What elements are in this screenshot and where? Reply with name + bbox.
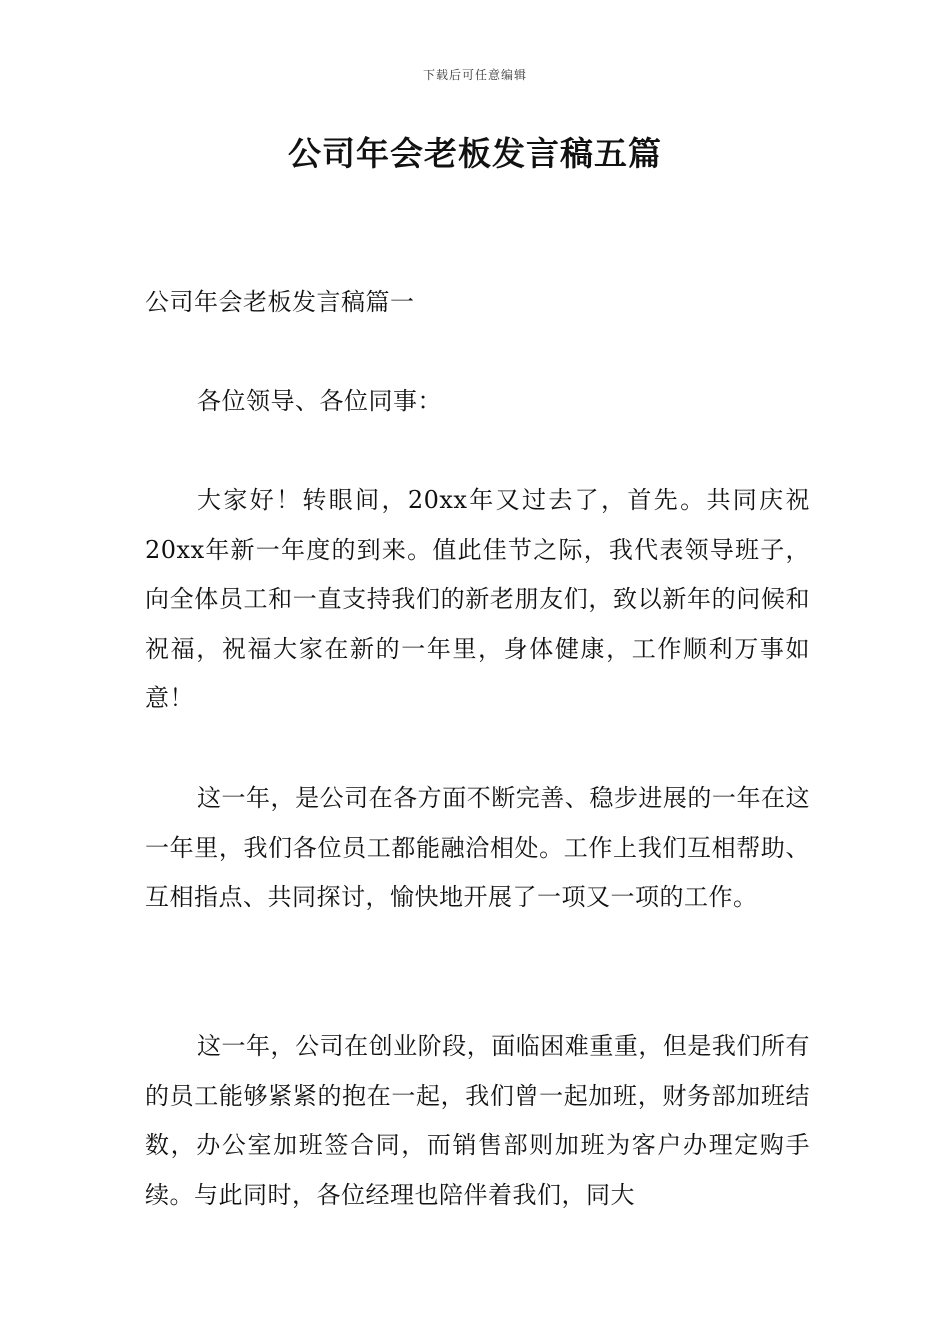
paragraph-1: 大家好！转眼间，20xx年又过去了，首先。共同庆祝20xx年新一年度的到来。值此佳节之际，我代表领导班子，向全体员工和一直支持我们的新老朋友们，致以新年的问候和祝福，祝福大家在新的一年里，身体健康，工作顺利万事如意！ [145, 486, 810, 712]
header-note: 下载后可任意编辑 [422, 68, 527, 82]
document-title: 公司年会老板发言稿五篇 [288, 134, 662, 173]
paragraph-3: 这一年，公司在创业阶段，面临困难重重，但是我们所有的员工能够紧紧的抱在一起，我们曾一起加班，财务部加班结数，办公室加班签合同，而销售部则加班为客户办理定购手续。与此同时，各位经理也陪伴着我们，同大 [145, 1032, 810, 1209]
greeting-line: 各位领导、各位同事： [197, 387, 442, 415]
paragraph-2: 这一年，是公司在各方面不断完善、稳步进展的一年在这一年里，我们各位员工都能融洽相处。工作上我们互相帮助、互相指点、共同探讨，愉快地开展了一项又一项的工作。 [145, 784, 810, 911]
section-heading: 公司年会老板发言稿篇一 [145, 288, 415, 316]
